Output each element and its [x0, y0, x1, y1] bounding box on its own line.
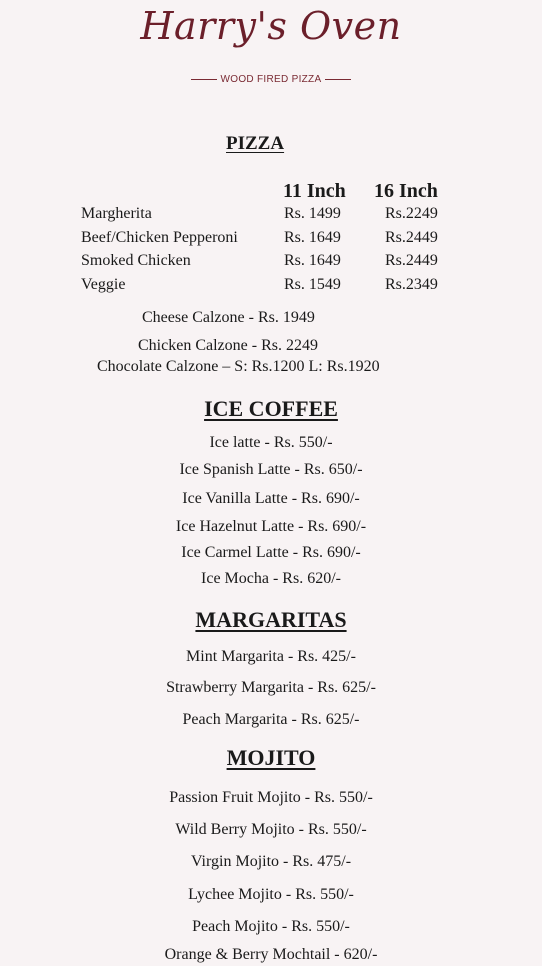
mojito-item: Orange & Berry Mochtail - 620/- [164, 946, 378, 963]
ice-coffee-item: Ice latte - Rs. 550/- [209, 434, 333, 451]
tagline-dash-left [191, 79, 217, 80]
ice-coffee-item: Ice Hazelnut Latte - Rs. 690/- [175, 518, 367, 535]
brand-tagline: WOOD FIRED PIZZA [220, 74, 322, 85]
pizza-item-price-11: Rs. 1649 [284, 229, 341, 246]
mojito-section-title: MOJITO [226, 745, 316, 770]
ice-coffee-item: Ice Spanish Latte - Rs. 650/- [179, 461, 363, 478]
pizza-item-price-11: Rs. 1499 [284, 205, 341, 222]
pizza-item-price-11: Rs. 1549 [284, 276, 341, 293]
mojito-item: Lychee Mojito - Rs. 550/- [188, 886, 354, 903]
pizza-item-name: Smoked Chicken [81, 252, 191, 269]
mojito-item: Virgin Mojito - Rs. 475/- [190, 853, 352, 870]
pizza-item-price-16: Rs.2249 [385, 205, 438, 222]
ice-coffee-item: Ice Vanilla Latte - Rs. 690/- [182, 490, 360, 507]
calzone-item: Chicken Calzone - Rs. 2249 [138, 337, 318, 354]
mojito-item: Peach Mojito - Rs. 550/- [192, 918, 350, 935]
pizza-section-title: PIZZA [226, 133, 285, 154]
pizza-column-11-inch: 11 Inch [283, 180, 346, 202]
mojito-item: Wild Berry Mojito - Rs. 550/- [175, 821, 367, 838]
ice-coffee-section-title: ICE COFFEE [204, 396, 338, 421]
pizza-item-price-11: Rs. 1649 [284, 252, 341, 269]
pizza-item-price-16: Rs.2349 [385, 276, 438, 293]
ice-coffee-item: Ice Mocha - Rs. 620/- [201, 570, 341, 587]
margarita-item: Peach Margarita - Rs. 625/- [182, 711, 360, 728]
pizza-item-name: Beef/Chicken Pepperoni [81, 229, 238, 246]
brand-logo: Harry's Oven [140, 4, 402, 48]
margaritas-section-title: MARGARITAS [195, 607, 347, 632]
ice-coffee-item: Ice Carmel Latte - Rs. 690/- [181, 544, 361, 561]
mojito-item: Passion Fruit Mojito - Rs. 550/- [169, 789, 373, 806]
pizza-item-price-16: Rs.2449 [385, 229, 438, 246]
calzone-item: Chocolate Calzone – S: Rs.1200 L: Rs.1920 [97, 358, 380, 375]
pizza-item-name: Veggie [81, 276, 126, 293]
brand-tagline-row [0, 74, 542, 85]
calzone-item: Cheese Calzone - Rs. 1949 [142, 309, 315, 326]
tagline-dash-right [325, 79, 351, 80]
pizza-column-16-inch: 16 Inch [374, 180, 438, 202]
margarita-item: Strawberry Margarita - Rs. 625/- [166, 679, 376, 696]
pizza-item-name: Margherita [81, 205, 152, 222]
pizza-item-price-16: Rs.2449 [385, 252, 438, 269]
margarita-item: Mint Margarita - Rs. 425/- [186, 648, 356, 665]
